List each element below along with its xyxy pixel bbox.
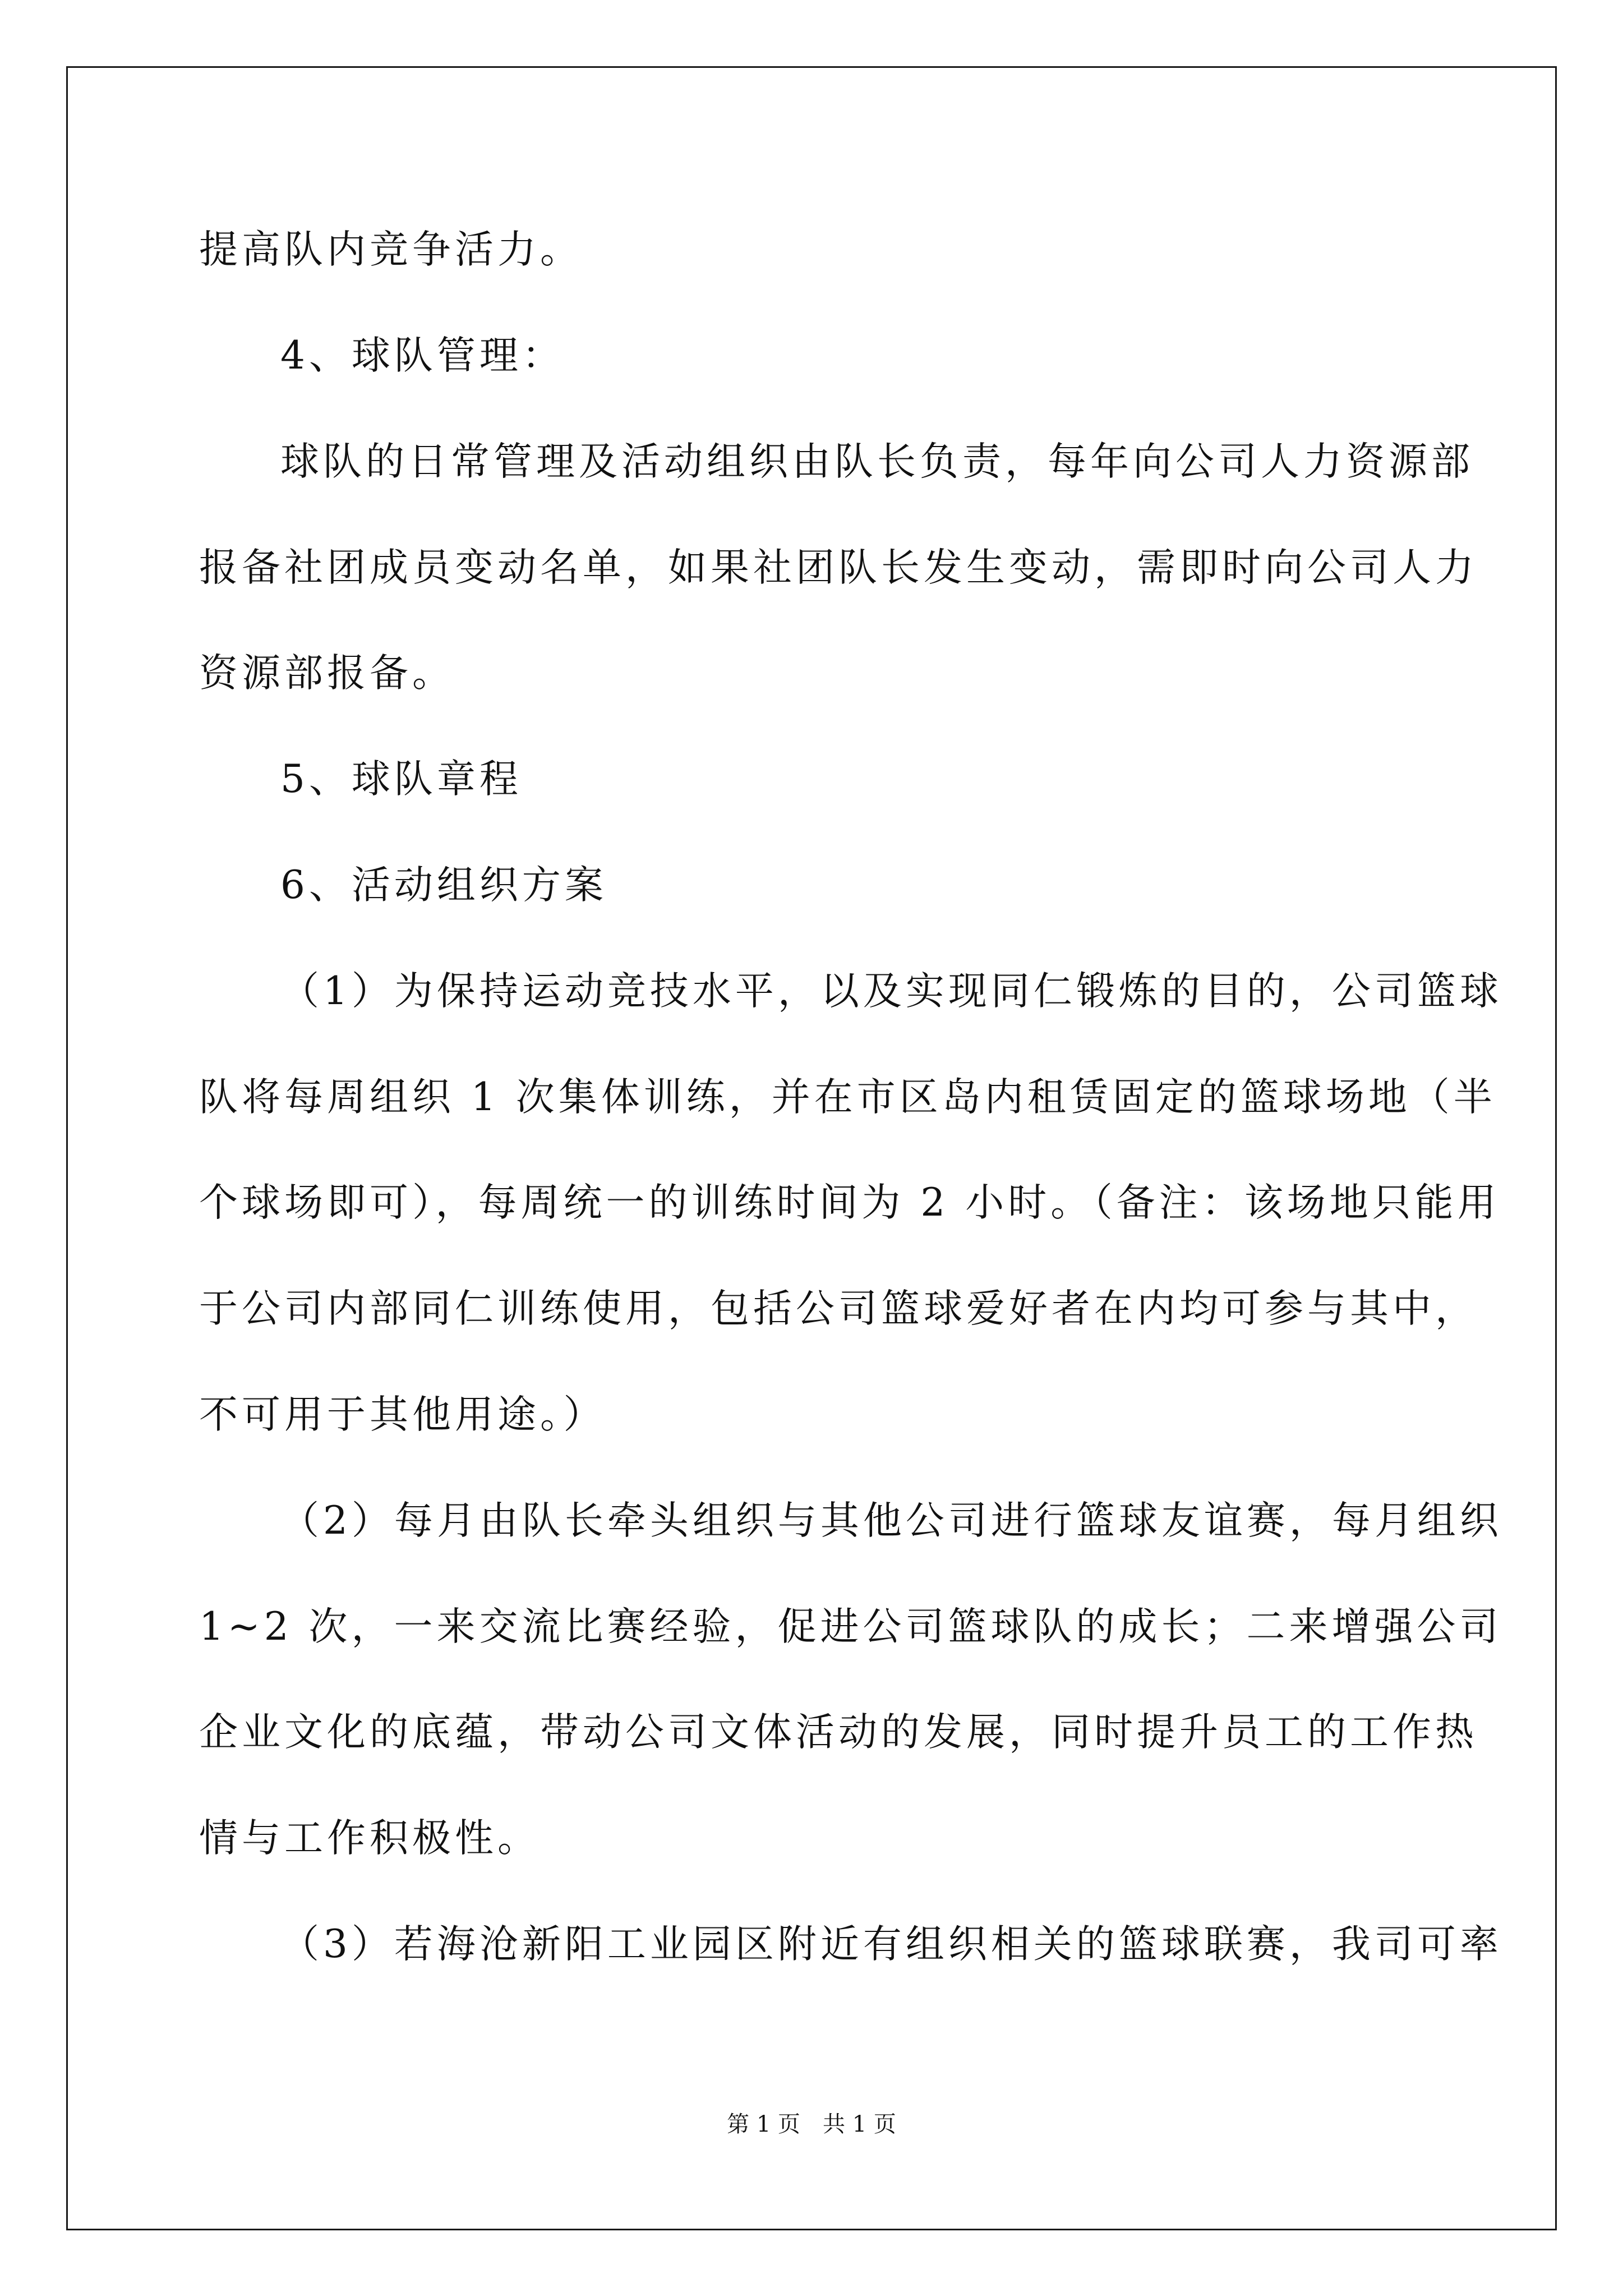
text-line: （1）为保持运动竞技水平，以及实现同仁锻炼的目的，公司篮球 — [280, 969, 1502, 1014]
text-line: 企业文化的底蕴，带动公司文体活动的发展，同时提升员工的工作热 — [199, 1710, 1478, 1755]
text-line: 情与工作积极性。 — [199, 1816, 540, 1861]
text-line: 球队的日常管理及活动组织由队长负责，每年向公司人力资源部 — [280, 439, 1474, 484]
text-line: （2）每月由队长牵头组织与其他公司进行篮球友谊赛，每月组织 — [280, 1498, 1502, 1543]
section-heading: 5、球队章程 — [280, 757, 522, 802]
page-border — [66, 66, 1557, 2230]
text-line: 于公司内部同仁训练使用，包括公司篮球爱好者在内均可参与其中， — [199, 1286, 1478, 1331]
text-line: 个球场即可），每周统一的训练时间为 2 小时。（备注：该场地只能用 — [199, 1180, 1500, 1225]
text-line: 不可用于其他用途。） — [199, 1392, 606, 1437]
page-number: 第 1 页 共 1 页 — [727, 2111, 896, 2137]
text-line: 提高队内竞争活力。 — [199, 227, 583, 272]
section-heading: 6、活动组织方案 — [280, 863, 607, 908]
text-line: 报备社团成员变动名单，如果社团队长发生变动，需即时向公司人力 — [199, 545, 1478, 590]
text-line: （3）若海沧新阳工业园区附近有组织相关的篮球联赛，我司可率 — [280, 1922, 1502, 1967]
text-line: 队将每周组织 1 次集体训练，并在市区岛内租赁固定的篮球场地（半 — [199, 1075, 1496, 1120]
text-line: 1~2 次，一来交流比赛经验，促进公司篮球队的成长；二来增强公司 — [199, 1604, 1502, 1649]
section-heading: 4、球队管理： — [280, 333, 565, 378]
text-line: 资源部报备。 — [199, 651, 455, 696]
